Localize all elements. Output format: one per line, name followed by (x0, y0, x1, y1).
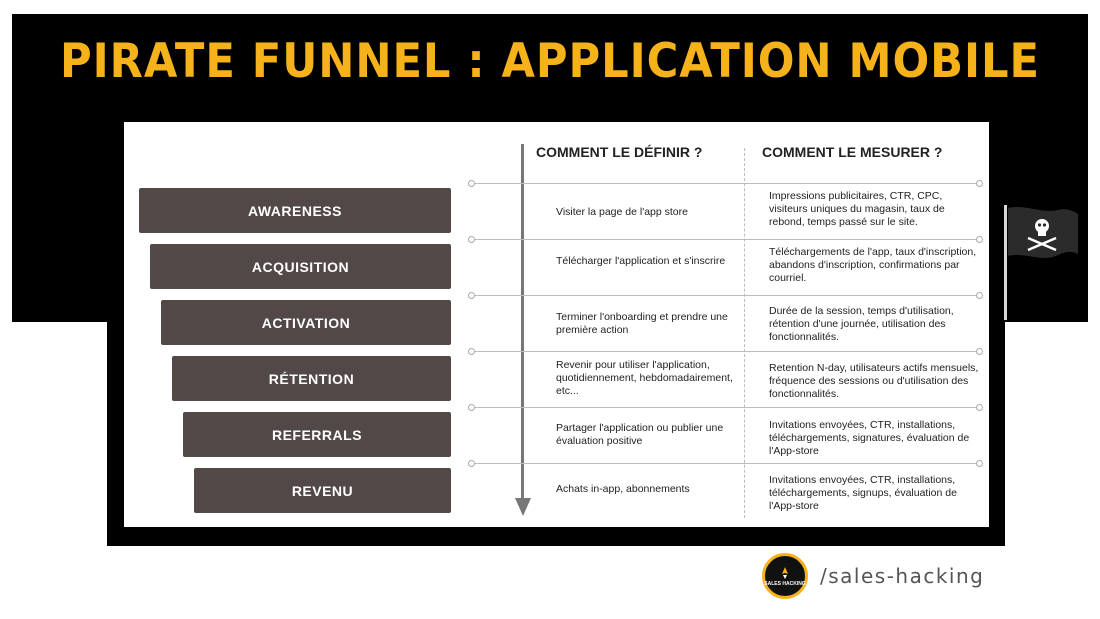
separator-dot (468, 236, 475, 243)
stage-acquisition: ACQUISITION (150, 244, 451, 289)
define-acquisition: Télécharger l'application et s'inscrire (556, 255, 726, 267)
row-separator (470, 351, 980, 352)
stage-activation: ACTIVATION (161, 300, 451, 345)
row-separator (470, 295, 980, 296)
measure-revenu: Invitations envoyées, CTR, installations, téléchargements, signups, évaluation de l'App-store (769, 474, 957, 512)
measure-referrals: Invitations envoyées, CTR, installations, téléchargements, signatures, évaluation de l'App-store (769, 419, 970, 457)
stage-revenu: REVENU (194, 468, 451, 513)
define-activation: Terminer l'onboarding et prendre une première action (556, 311, 728, 336)
logo-text: SALES HACKING (764, 580, 806, 587)
rocket-icon (778, 566, 792, 580)
down-arrow-shaft (521, 144, 524, 502)
row-separator (470, 407, 980, 408)
define-retention: Revenir pour utiliser l'application, quotidiennement, hebdomadairement, etc... (556, 359, 733, 397)
sales-hacking-logo (762, 553, 808, 599)
header-define: COMMENT LE DÉFINIR ? (536, 144, 703, 160)
separator-dot (468, 180, 475, 187)
page-title: PIRATE FUNNEL : APPLICATION MOBILE (60, 34, 1040, 89)
measure-awareness: Impressions publicitaires, CTR, CPC, visiteurs uniques du magasin, taux de rebond, temps passé sur le site. (769, 190, 945, 228)
separator-dot (976, 292, 983, 299)
define-revenu: Achats in-app, abonnements (556, 483, 690, 495)
row-separator (470, 239, 980, 240)
separator-dot (468, 292, 475, 299)
stage-awareness: AWARENESS (139, 188, 451, 233)
header-measure: COMMENT LE MESURER ? (762, 144, 943, 160)
measure-acquisition: Téléchargements de l'app, taux d'inscription, abandons d'inscription, confirmations par courriel. (769, 246, 977, 284)
separator-dot (976, 348, 983, 355)
define-awareness: Visiter la page de l'app store (556, 206, 688, 218)
down-arrow-icon (515, 498, 531, 516)
define-referrals: Partager l'application ou publier une évaluation positive (556, 422, 724, 447)
brand-handle: /sales-hacking (820, 564, 985, 588)
separator-dot (468, 404, 475, 411)
row-separator (470, 183, 980, 184)
pirate-flag-icon (1006, 204, 1080, 266)
separator-dot (976, 404, 983, 411)
measure-retention: Retention N-day, utilisateurs actifs mensuels, fréquence des sessions ou d'utilisation des fonctionnalités. (769, 362, 979, 400)
funnel-card (124, 122, 989, 527)
separator-dot (976, 236, 983, 243)
row-separator (470, 463, 980, 464)
stage-referrals: REFERRALS (183, 412, 451, 457)
separator-dot (976, 460, 983, 467)
stage-retention: RÉTENTION (172, 356, 451, 401)
separator-dot (468, 460, 475, 467)
separator-dot (976, 180, 983, 187)
separator-dot (468, 348, 475, 355)
measure-activation: Durée de la session, temps d'utilisation, rétention d'une journée, utilisation des fonctionnalités. (769, 305, 954, 343)
